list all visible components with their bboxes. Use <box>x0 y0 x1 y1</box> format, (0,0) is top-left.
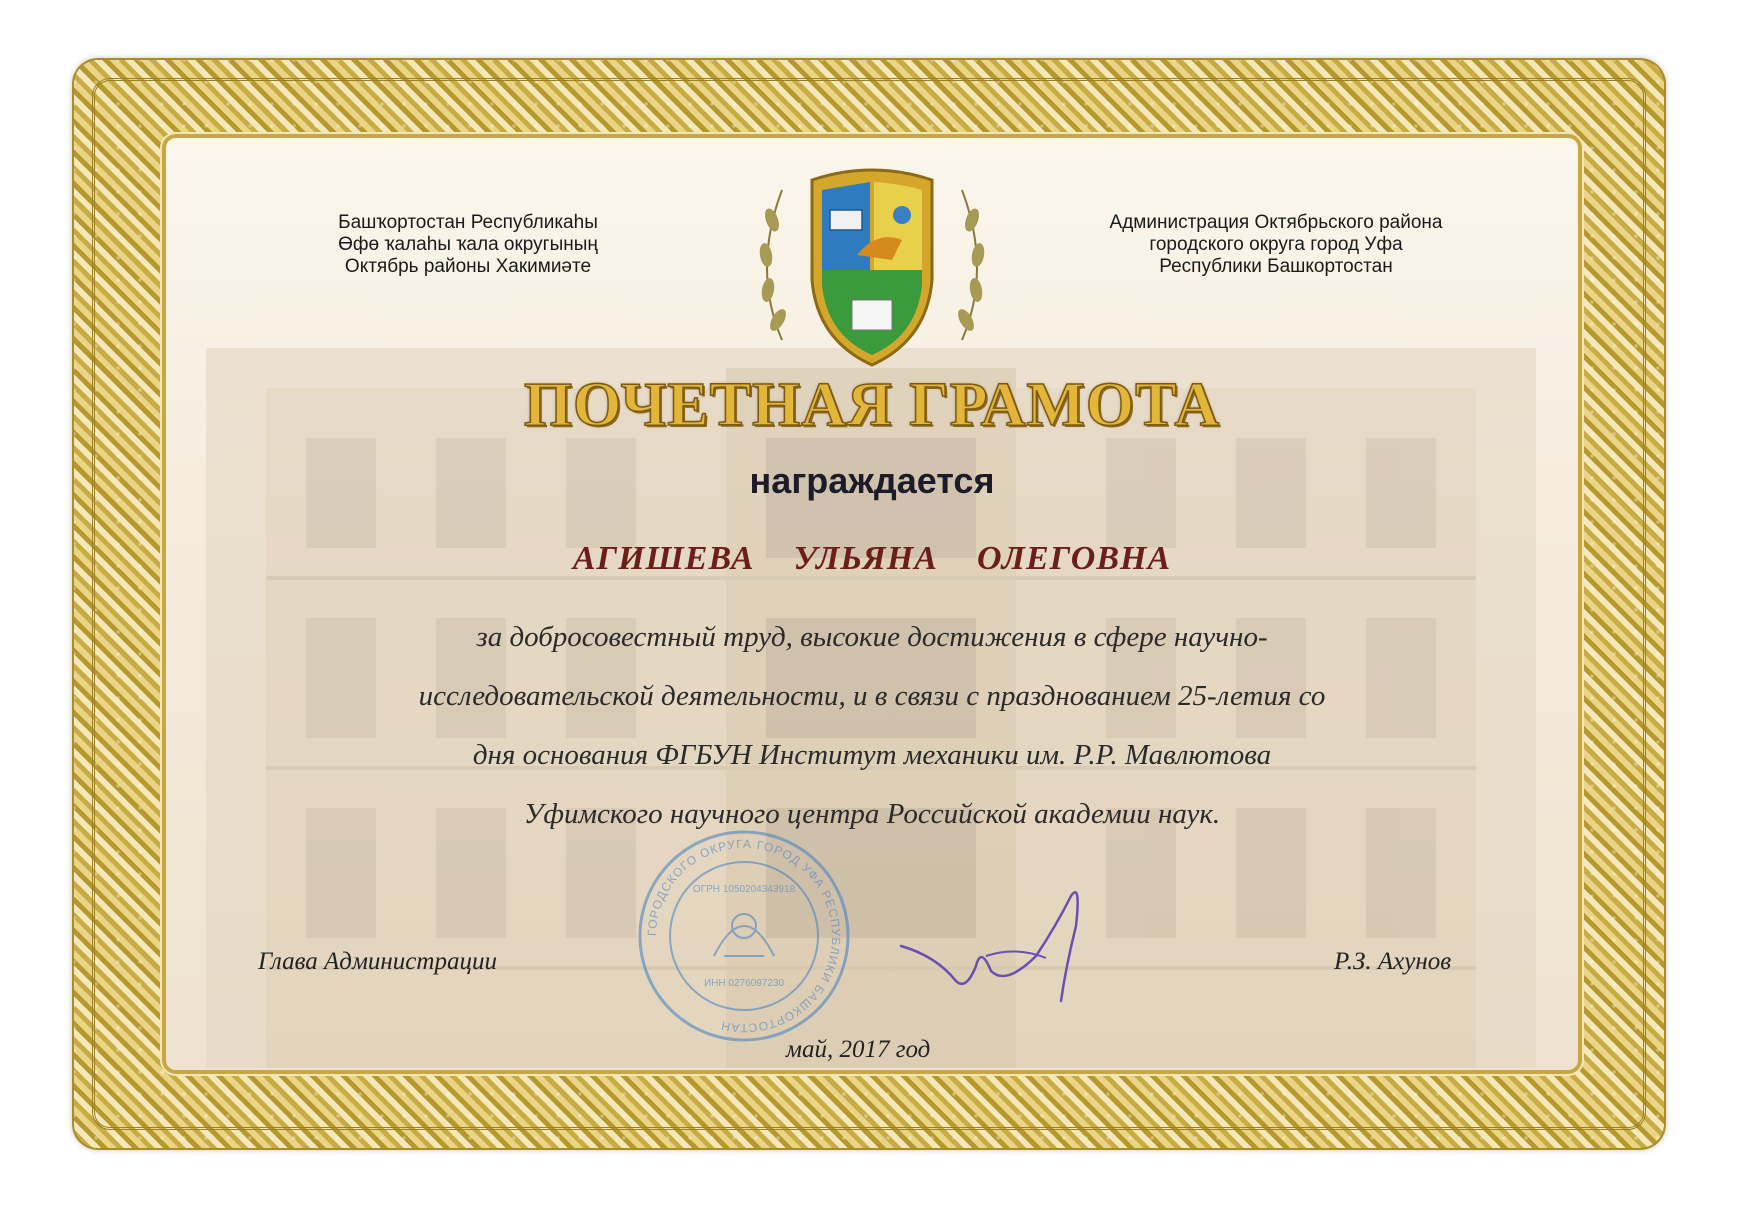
header-right-line-1: Администрация Октябрьского района <box>1109 212 1443 233</box>
reason-line-3: дня основания ФГБУН Институт механики им. Р.Р. Мавлютова <box>472 739 1272 771</box>
reason-line-2: исследовательской деятельности, и в связи с празднованием 25-летия со <box>418 680 1326 712</box>
signatory-title: Глава Администрации <box>258 948 497 975</box>
district-emblem-logo <box>742 160 1002 380</box>
header-right-line-2: городского округа город Уфа <box>1149 234 1403 255</box>
stamp-inn: ИНН 0276097230 <box>703 978 785 989</box>
stamp-outer-text: ГОРОДСКОГО ОКРУГА ГОРОД УФА РЕСПУБЛИКИ БАШКОРТОСТАН <box>644 836 844 1036</box>
reason-line-1: за добросовестный труд, высокие достижения в сфере научно- <box>476 621 1268 653</box>
certificate-title: ПОЧЕТНАЯ ГРАМОТА <box>523 371 1221 439</box>
awarded-label: награждается <box>749 460 995 501</box>
header-bashkir-text <box>258 212 678 278</box>
reason-line-4: Уфимского научного центра Российской академии наук. <box>523 798 1221 830</box>
signatory-name: Р.З. Ахунов <box>1334 948 1452 975</box>
header-left-line-3: Октябрь районы Хакимиәте <box>344 256 592 277</box>
recipient-name: АГИШЕВА УЛЬЯНА ОЛЕГОВНА <box>572 540 1172 577</box>
header-russian-text <box>1066 212 1486 278</box>
handwritten-signature <box>896 886 1106 1006</box>
svg-text:ГОРОДСКОГО ОКРУГА ГОРОД УФА РЕ <box>645 837 843 1035</box>
header-left-line-2: Өфө ҡалаһы ҡала округының <box>338 234 598 255</box>
award-reason <box>166 608 1578 844</box>
stamp-ogrn: ОГРН 1050204343918 <box>692 884 796 895</box>
official-stamp <box>634 826 854 1046</box>
issue-date: май, 2017 год <box>786 1036 931 1063</box>
header-right-line-3: Республики Башкортостан <box>1159 256 1393 277</box>
header-left-line-1: Башҡортостан Республикаһы <box>338 212 598 233</box>
certificate-content <box>166 138 1578 1070</box>
